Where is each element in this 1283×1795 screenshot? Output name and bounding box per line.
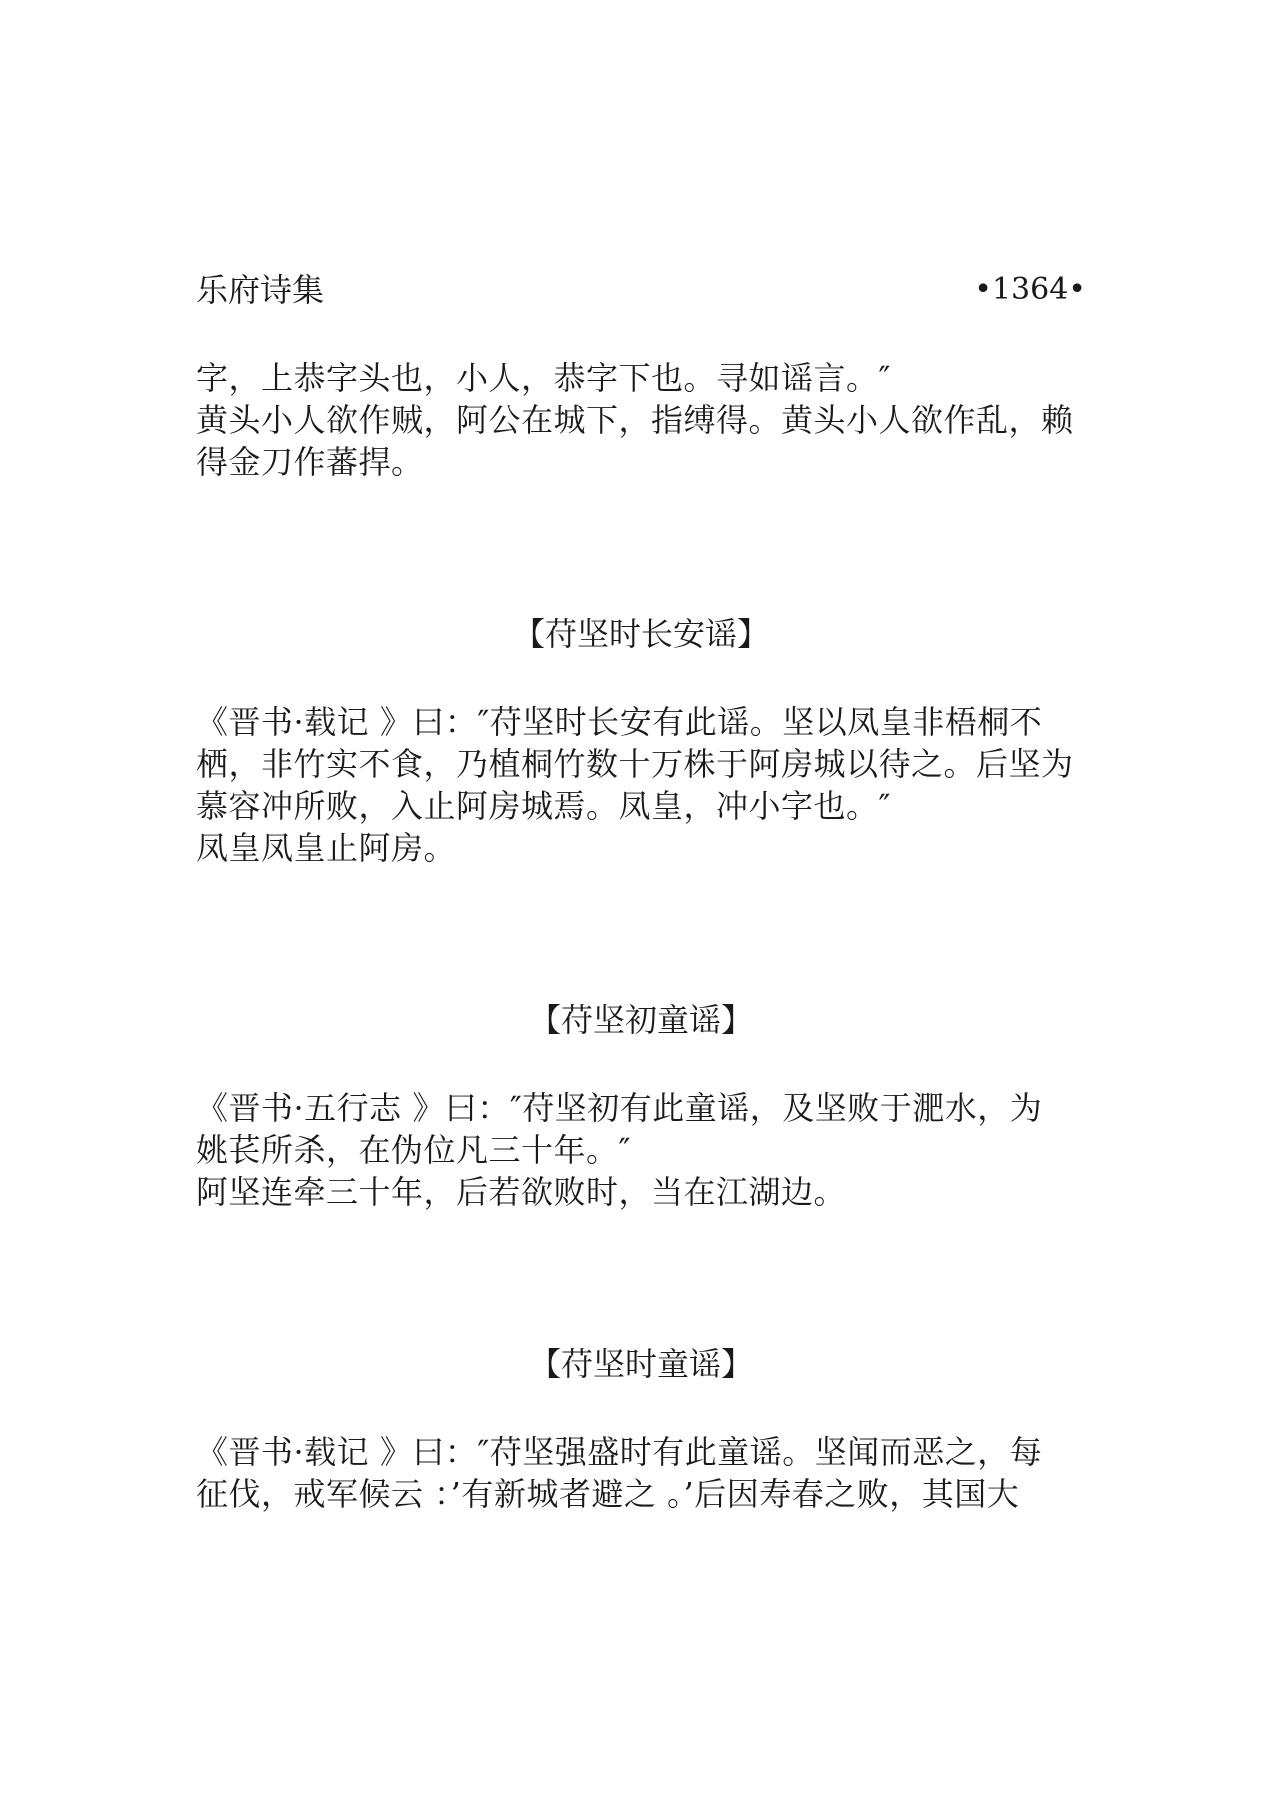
text-line: 阿坚连牵三十年，后若欲败时，当在江湖边。	[196, 1173, 847, 1211]
text-line: 慕容冲所败，入止阿房城焉。凤皇，冲小字也。″	[196, 787, 891, 825]
page-header	[196, 268, 1086, 312]
text-line: 《晋书·载记 》曰：″苻坚强盛时有此童谣。坚闻而恶之，每	[196, 1433, 1043, 1471]
section-title: 【苻坚初童谣】	[528, 1001, 753, 1039]
text-line: 字，上恭字头也，小人，恭字下也。寻如谣言。″	[196, 359, 891, 397]
text-line: 栖，非竹实不食，乃植桐竹数十万株于阿房城以待之。后坚为	[196, 745, 1074, 783]
text-line: 《晋书·五行志 》曰：″苻坚初有此童谣，及坚败于淝水，为	[196, 1089, 1043, 1127]
page-number: •1364•	[974, 272, 1086, 307]
section-title: 【苻坚时长安谣】	[512, 615, 769, 653]
text-line: 凤皇凤皇止阿房。	[196, 829, 457, 867]
section-title: 【苻坚时童谣】	[528, 1345, 753, 1383]
text-line: 《晋书·载记 》曰：″苻坚时长安有此谣。坚以凤皇非梧桐不	[196, 703, 1043, 741]
text-line: 黄头小人欲作贼，阿公在城下，指缚得。黄头小人欲作乱，赖	[196, 401, 1074, 439]
book-title: 乐府诗集	[196, 271, 325, 309]
text-line: 姚苌所杀，在伪位凡三十年。″	[196, 1131, 631, 1169]
text-line: 得金刀作蕃捍。	[196, 443, 424, 481]
text-line: 征伐，戒军候云 ：’有新城者避之 。’后因寿春之败，其国大	[196, 1475, 1020, 1513]
